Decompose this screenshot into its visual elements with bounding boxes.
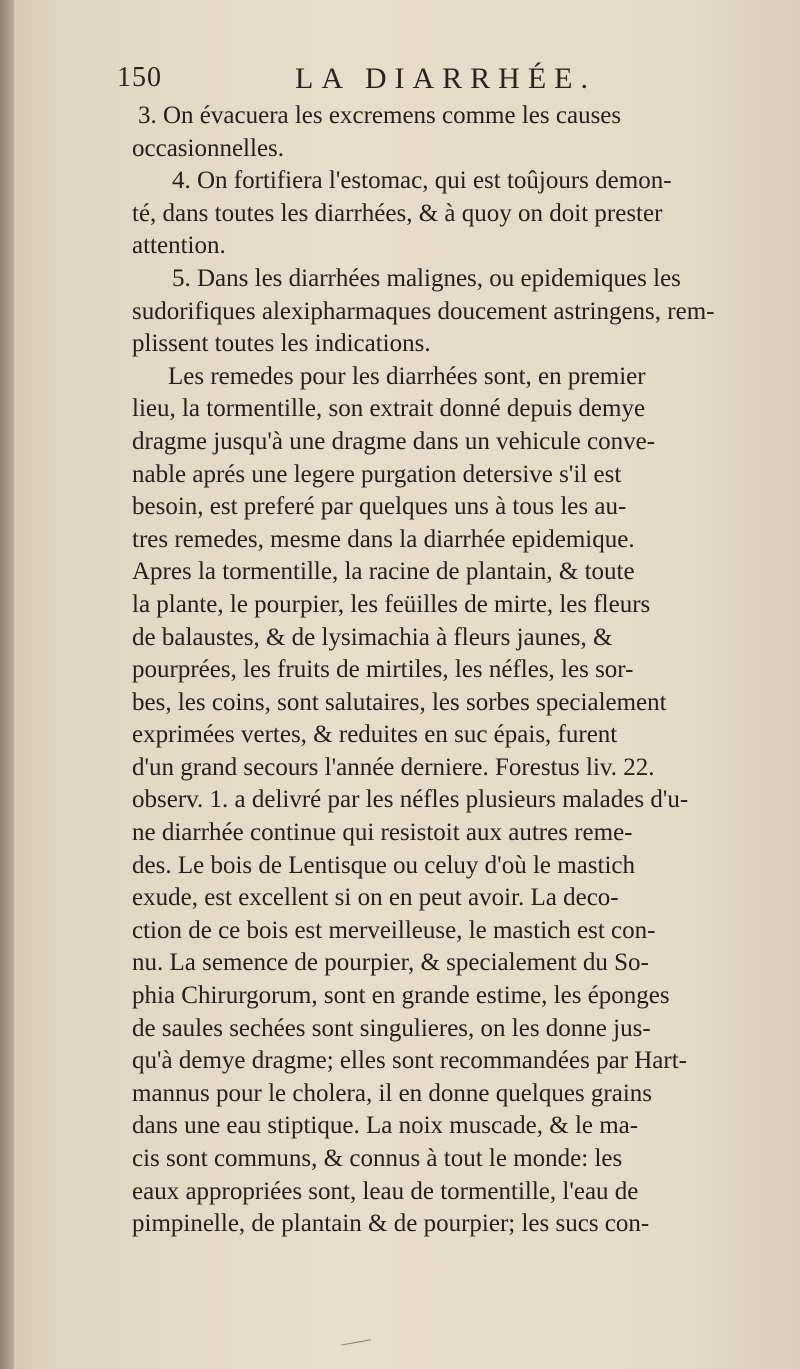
text-line: bes, les coins, sont salutaires, les sorbes specialement — [132, 688, 667, 716]
text-line: exprimées vertes, & reduites en suc épais, furent — [132, 721, 618, 749]
text-line: ne diarrhée continue qui resistoit aux autres reme- — [132, 819, 633, 847]
text-line: 3. On évacuera les excremens comme les causes — [138, 102, 622, 129]
text-line: occasionnelles. — [132, 134, 285, 162]
text-line: la plante, le pourpier, les feüilles de mirte, les fleurs — [132, 590, 651, 618]
text-line: 5. Dans les diarrhées malignes, ou epidemiques les — [172, 264, 681, 292]
running-head: LA DIARRHÉE. — [295, 62, 596, 95]
text-line: d'un grand secours l'année derniere. Forestus liv. 22. — [132, 753, 655, 781]
text-line: dragme jusqu'à une dragme dans un vehicule conve- — [132, 427, 656, 455]
text-line: cis sont communs, & connus à tout le monde: les — [132, 1145, 623, 1172]
text-line: té, dans toutes les diarrhées, & à quoy on doit prester — [132, 199, 663, 227]
text-line: lieu, la tormentille, son extrait donné depuis demye — [132, 395, 646, 423]
text-line: Apres la tormentille, la racine de plantain, & toute — [132, 558, 635, 586]
text-line: plissent toutes les indications. — [132, 330, 431, 358]
page-header — [117, 62, 757, 102]
text-line: ction de ce bois est merveilleuse, le mastich est con- — [132, 916, 656, 944]
text-line: de balaustes, & de lysimachia à fleurs jaunes, & — [132, 623, 613, 651]
text-line: des. Le bois de Lentisque ou celuy d'où le mastich — [132, 851, 635, 879]
text-line: eaux appropriées sont, leau de tormentille, l'eau de — [132, 1177, 639, 1205]
body-text — [132, 100, 762, 1241]
text-line: tres remedes, mesme dans la diarrhée epidemique. — [132, 525, 635, 553]
text-line: exude, est excellent si on en peut avoir. La deco- — [132, 884, 619, 912]
text-line: qu'à demye dragme; elles sont recommandées par Hart- — [132, 1047, 687, 1075]
text-line: pourprées, les fruits de mirtiles, les néfles, les sor- — [132, 656, 634, 684]
text-line: Les remedes pour les diarrhées sont, en premier — [168, 362, 646, 390]
text-line: phia Chirurgorum, sont en grande estime, les éponges — [132, 982, 670, 1010]
text-line: attention. — [132, 232, 226, 260]
page-number: 150 — [117, 62, 162, 93]
book-gutter — [0, 0, 14, 1369]
text-line: observ. 1. a delivré par les néfles plusieurs malades d'u- — [132, 786, 689, 814]
text-line: de saules sechées sont singulieres, on les donne jus- — [132, 1014, 651, 1042]
text-line: nu. La semence de pourpier, & specialement du So- — [132, 949, 649, 977]
text-line: mannus pour le cholera, il en donne quelques grains — [132, 1079, 652, 1107]
text-line: sudorifiques alexipharmaques doucement astringens, rem- — [132, 297, 715, 325]
text-line: pimpinelle, de plantain & de pourpier; les sucs con- — [132, 1210, 650, 1238]
text-line: dans une eau stiptique. La noix muscade, & le ma- — [132, 1112, 639, 1140]
text-line: nable aprés une legere purgation detersive s'il est — [132, 460, 622, 488]
text-line: 4. On fortifiera l'estomac, qui est toûjours demon- — [172, 167, 672, 195]
text-line: besoin, est preferé par quelques uns à tous les au- — [132, 493, 627, 521]
